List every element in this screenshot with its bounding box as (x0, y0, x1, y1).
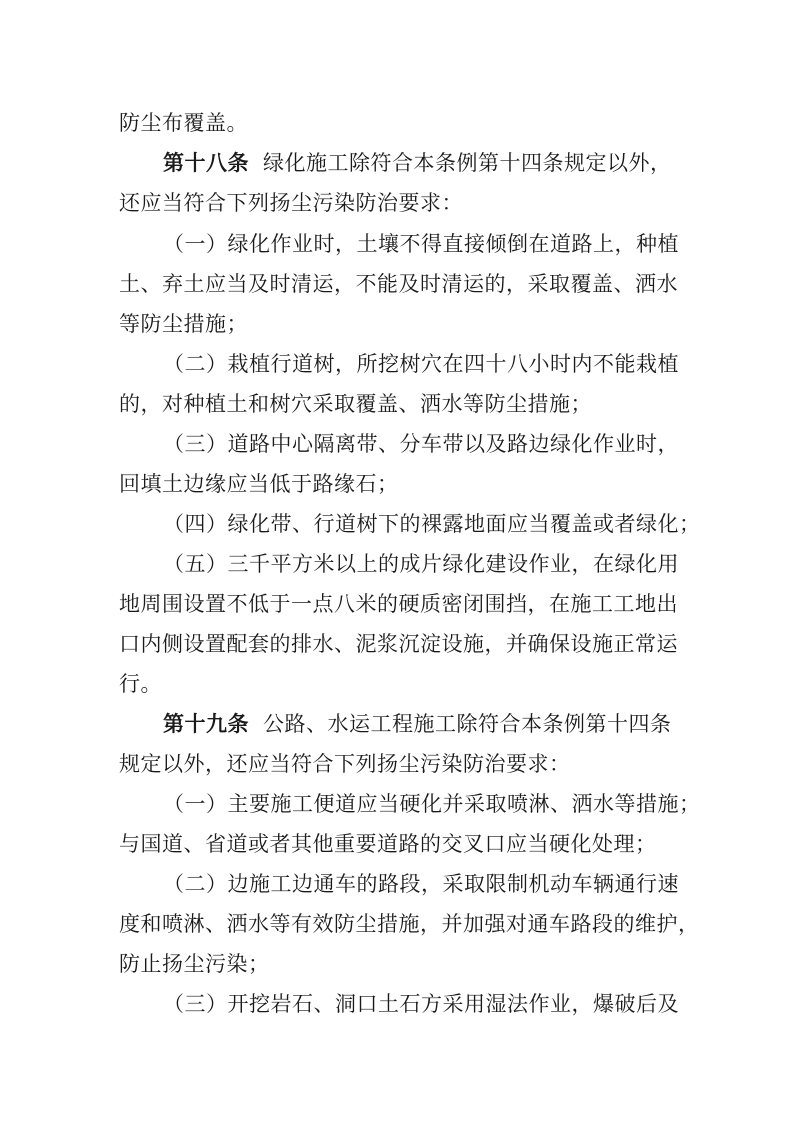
paragraph-line: 土、弃土应当及时清运，不能及时清运的，采取覆盖、洒水 (119, 272, 678, 296)
paragraph-line: 防止扬尘污染； (119, 952, 270, 976)
article-18-heading-line (163, 143, 672, 183)
article-19-heading-line (163, 704, 672, 744)
paragraph-line: 还应当符合下列扬尘污染防治要求： (119, 191, 463, 215)
paragraph-line: 防尘布覆盖。 (119, 111, 248, 135)
paragraph-line: 地周围设置不低于一点八米的硬质密闭围挡，在施工工地出 (119, 592, 678, 616)
paragraph-line: 度和喷淋、洒水等有效防尘措施，并加强对通车路段的维护， (119, 912, 700, 936)
paragraph-line: 与国道、省道或者其他重要道路的交叉口应当硬化处理； (119, 832, 657, 856)
paragraph-line: 口内侧设置配套的排水、泥浆沉淀设施，并确保设施正常运 (119, 632, 678, 656)
paragraph-text: 公路、水运工程施工除符合本条例第十四条 (263, 712, 672, 736)
paragraph-line: （二）边施工边通车的路段，采取限制机动车辆通行速 (163, 872, 679, 896)
paragraph-line: 回填土边缘应当低于路缘石； (119, 472, 399, 496)
paragraph-line: 的，对种植土和树穴采取覆盖、洒水等防尘措施； (119, 392, 592, 416)
paragraph-line: 等防尘措施； (119, 312, 248, 336)
paragraph-line: （三）道路中心隔离带、分车带以及路边绿化作业时， (163, 432, 679, 456)
article-number: 第十九条 (163, 712, 249, 736)
paragraph-line: （一）主要施工便道应当硬化并采取喷淋、洒水等措施； (163, 792, 701, 816)
paragraph-line: （四）绿化带、行道树下的裸露地面应当覆盖或者绿化； (163, 512, 701, 536)
article-number: 第十八条 (163, 151, 249, 175)
paragraph-line: （三）开挖岩石、洞口土石方采用湿法作业，爆破后及 (163, 992, 679, 1016)
paragraph-line: （一）绿化作业时，土壤不得直接倾倒在道路上，种植 (163, 232, 679, 256)
paragraph-line: （二）栽植行道树，所挖树穴在四十八小时内不能栽植 (163, 352, 679, 376)
paragraph-line: （五）三千平方米以上的成片绿化建设作业，在绿化用 (163, 552, 679, 576)
paragraph-line: 行。 (119, 672, 162, 696)
paragraph-text: 绿化施工除符合本条例第十四条规定以外， (263, 151, 672, 175)
paragraph-line: 规定以外，还应当符合下列扬尘污染防治要求： (119, 752, 571, 776)
